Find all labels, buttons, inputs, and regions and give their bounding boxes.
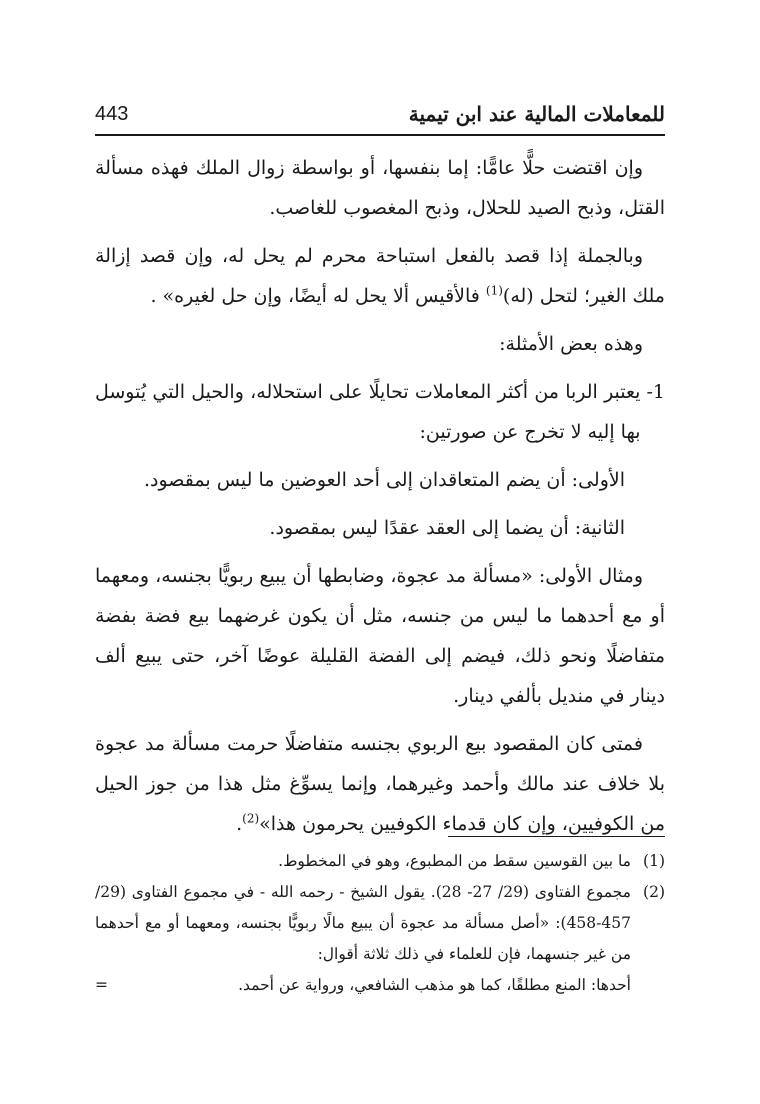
running-title: للمعاملات المالية عند ابن تيمية bbox=[408, 102, 665, 126]
footnote-ref-2: (2) bbox=[242, 811, 260, 826]
list-item-1-text: يعتبر الربا من أكثر المعاملات تحايلًا على استحلاله، والحيل التي يُتوسل بها إليه لا تخرج عن صورتين: bbox=[95, 381, 641, 443]
paragraph-3: وهذه بعض الأمثلة: bbox=[499, 333, 643, 355]
footnote-2-last-line: أحدها: المنع مطلقًا، كما هو مذهب الشافعي، ورواية عن أحمد. bbox=[238, 976, 631, 994]
paragraph-5-text-a: فمتى كان المقصود بيع الربوي بجنسه متفاضلًا حرمت مسألة مد عجوة بلا خلاف عند مالك وأحمد وغيرهما، وإنما يسوِّغ مثل هذا من جوز الحيل من الكوفيين، وإن كان قدماء الكوفيين يحرمون هذا» bbox=[95, 733, 665, 835]
paragraph-5 bbox=[95, 724, 665, 844]
continued-mark: = bbox=[95, 976, 108, 994]
paragraph-2-text-a: وبالجملة إذا قصد بالفعل استباحة محرم لم يحل له، وإن قصد إزالة ملك الغير؛ لتحل (له) bbox=[95, 245, 665, 307]
header-rule bbox=[95, 134, 665, 136]
footnote-ref-1: (1) bbox=[485, 283, 503, 298]
list-item-1-number: 1- bbox=[646, 381, 665, 403]
page-number: 443 bbox=[95, 102, 129, 125]
second-form: الثانية: أن يضما إلى العقد عقدًا ليس بمقصود. bbox=[269, 517, 625, 539]
paragraph-2-text-b: فالأقيس ألا يحل له أيضًا، وإن حل لغيره» . bbox=[150, 285, 486, 307]
footnote-2-body bbox=[95, 877, 631, 1001]
main-text bbox=[95, 148, 665, 852]
paragraph-1: وإن اقتضت حلًّا عامًّا: إما بنفسها، أو بواسطة زوال الملك فهذه مسألة القتل، وذبح الصيد للحلال، وذبح المغصوب للغاصب. bbox=[95, 157, 665, 219]
paragraph-5-text-b: . bbox=[236, 813, 243, 835]
list-item-1 bbox=[95, 372, 665, 452]
page-header bbox=[95, 96, 665, 132]
footnote-2-text: مجموع الفتاوى (29/ 27- 28). يقول الشيخ - رحمه الله - في مجموع الفتاوى (29/ 457-458): «أصل مسألة مد عجوة أن يبيع مالًا ربويًّا بجنسه، ومعهما أو مع أحدهما من غير جنسهما، فإن للعلماء في ذلك ثلاثة أقوال: bbox=[95, 883, 631, 963]
first-form: الأولى: أن يضم المتعاقدان إلى أحد العوضين ما ليس بمقصود. bbox=[143, 469, 625, 491]
footnote-1 bbox=[95, 846, 665, 877]
paragraph-2 bbox=[95, 236, 665, 316]
footnote-2-number: (2) bbox=[643, 883, 665, 901]
footnotes bbox=[95, 846, 665, 1001]
footnote-1-number: (1) bbox=[643, 852, 665, 870]
footnote-1-text: ما بين القوسين سقط من المطبوع، وهو في المخطوط. bbox=[278, 852, 631, 870]
paragraph-4: ومثال الأولى: «مسألة مد عجوة، وضابطها أن يبيع ربويًّا بجنسه، ومعهما أو مع أحدهما ما ليس من جنسه، مثل أن يكون غرضهما بيع فضة بفضة متفاضلًا ونحو ذلك، فيضم إلى الفضة القليلة عوضًا آخر، حتى يبيع ألف دينار في منديل بألفي دينار. bbox=[95, 565, 665, 707]
footnote-2-tail bbox=[95, 970, 631, 1001]
footnote-2 bbox=[95, 877, 665, 1001]
footnote-rule bbox=[448, 836, 665, 837]
